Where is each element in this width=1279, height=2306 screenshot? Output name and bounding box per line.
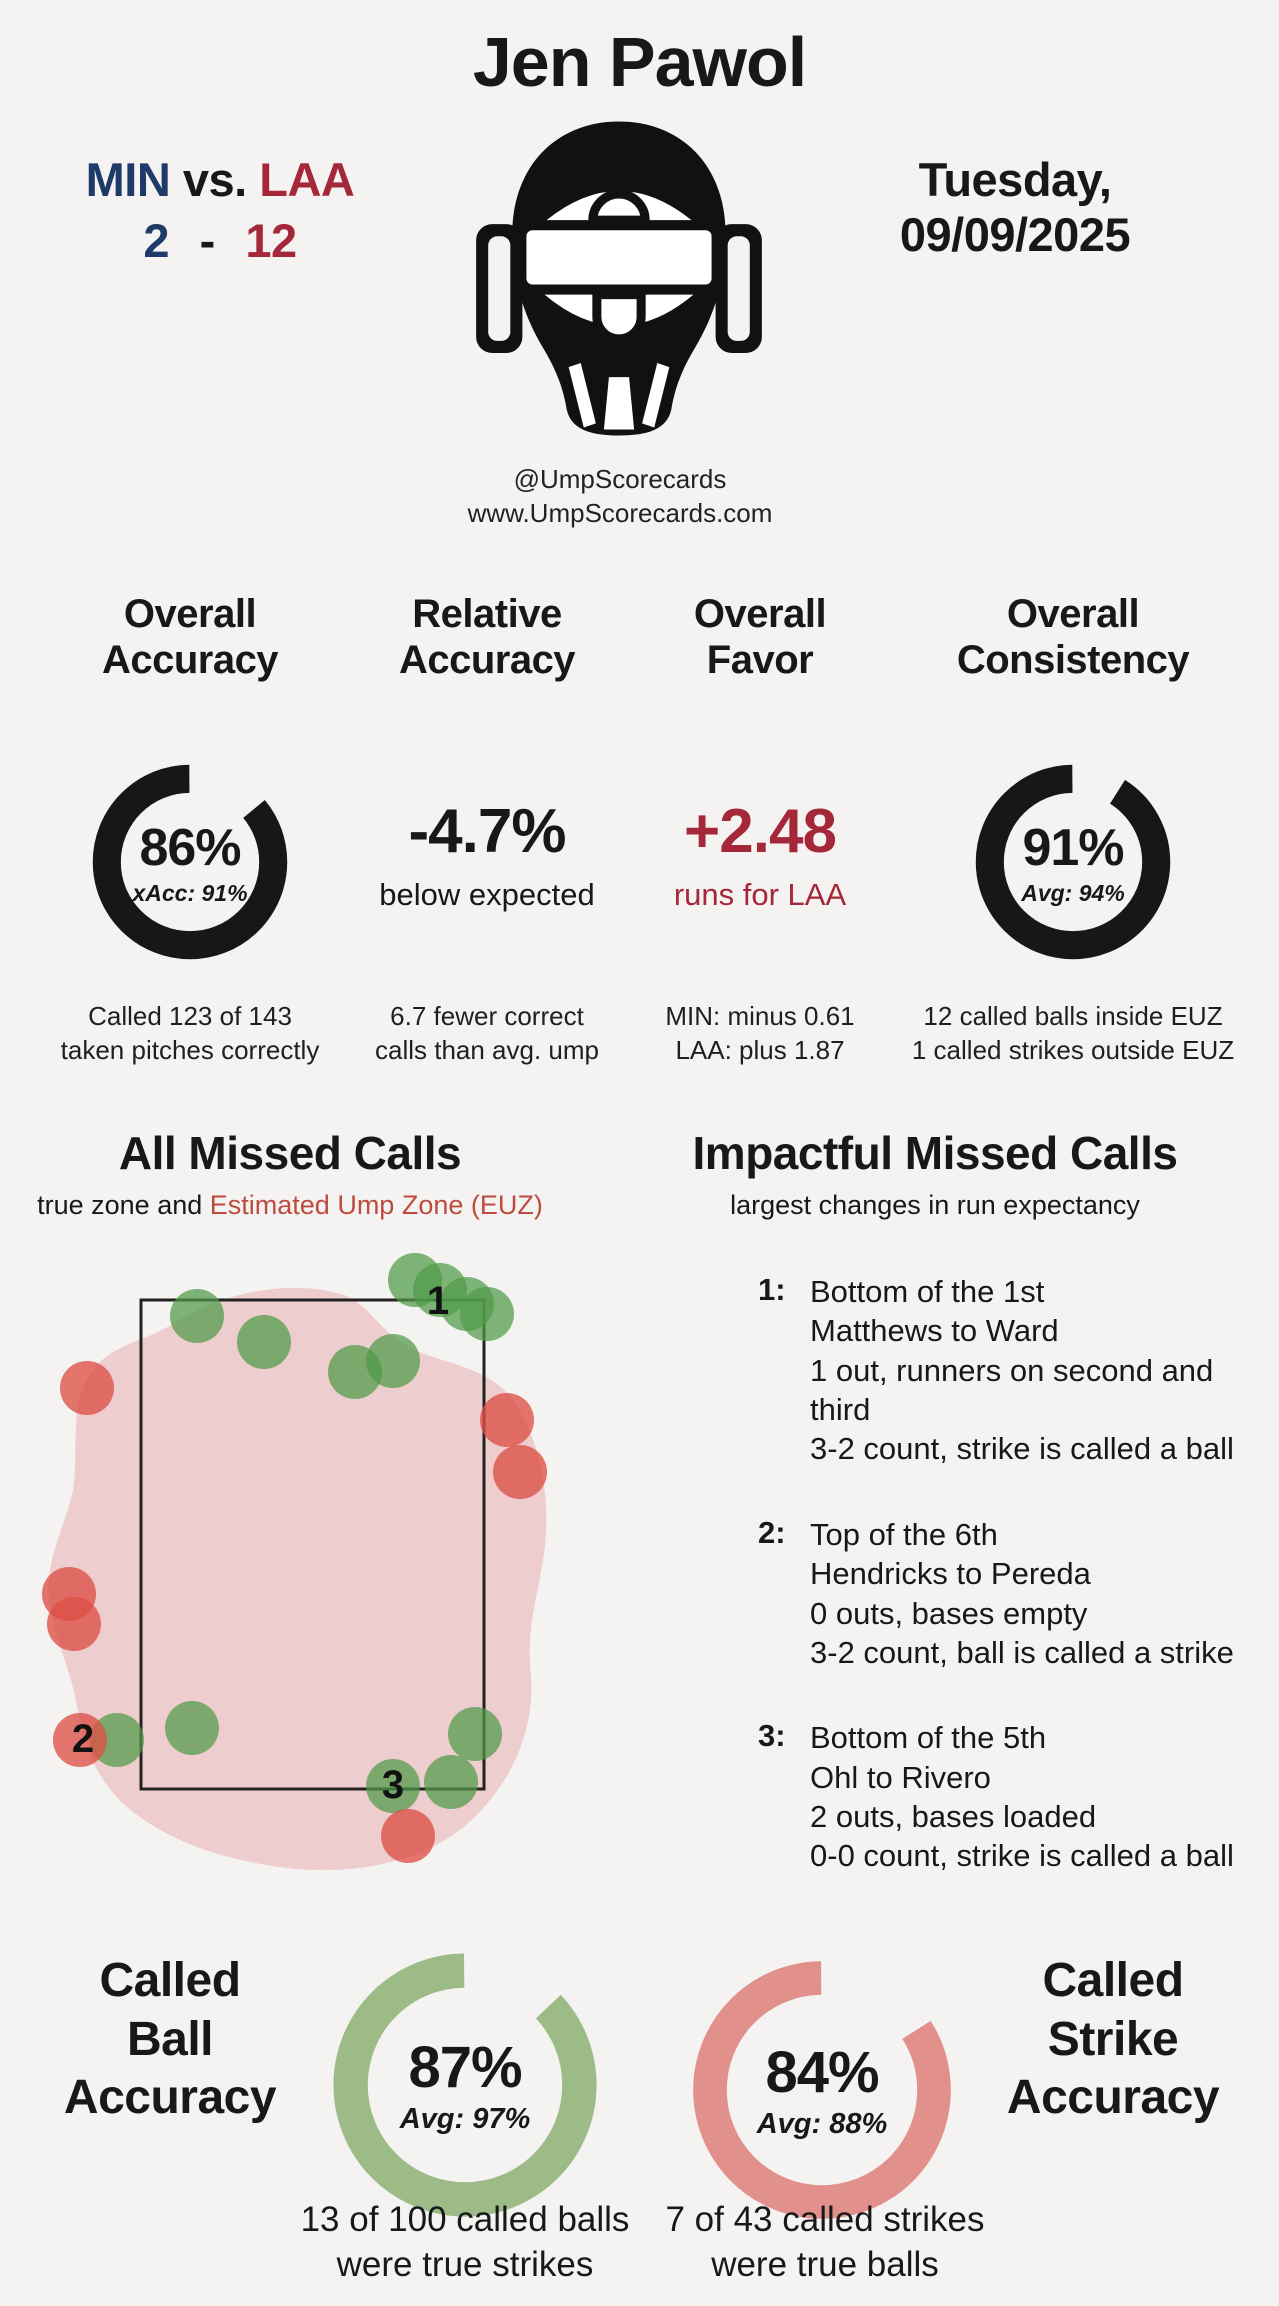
overall-accuracy-donut — [86, 758, 294, 966]
missed-calls-plot — [25, 1228, 565, 1873]
away-team: MIN — [85, 153, 171, 206]
svg-text:3: 3 — [381, 1763, 405, 1807]
all-missed-calls-title: All Missed Calls — [118, 1127, 462, 1179]
overall-consistency-donut — [969, 758, 1177, 966]
relative-accuracy-header: Relative Accuracy — [398, 592, 576, 682]
overall-favor-header: Overall Favor — [693, 592, 827, 682]
called-strike-accuracy-title: Called Strike Accuracy — [1006, 1954, 1220, 2125]
all-missed-calls-subtitle — [20, 1190, 560, 1221]
called-strike-accuracy-value: 84% — [765, 2040, 879, 2105]
overall-accuracy-header: Overall Accuracy — [101, 592, 279, 682]
called-ball-accuracy-avg: Avg: 97% — [399, 2103, 531, 2135]
called-strike-note: 7 of 43 called strikes were true balls — [665, 2200, 985, 2284]
impactful-call-3: 3: Bottom of the 5th Ohl to Rivero 2 outs, bases loaded 0-0 count, strike is called a ball — [758, 1718, 1234, 1874]
relative-accuracy-sub: below expected — [379, 877, 595, 912]
overall-accuracy-xacc: xAcc: 91% — [132, 879, 248, 906]
called-ball-accuracy-value: 87% — [408, 2035, 522, 2100]
called-ball-accuracy-donut — [322, 1942, 608, 2228]
social-website: www.UmpScorecards.com — [467, 498, 773, 529]
social-handle: @UmpScorecards — [513, 464, 727, 494]
home-team: LAA — [259, 153, 355, 206]
impactful-call-2: 2: Top of the 6th Hendricks to Pereda 0 outs, bases empty 3-2 count, ball is called a strike — [758, 1514, 1234, 1670]
home-score: 12 — [245, 214, 297, 268]
overall-accuracy-note: Called 123 of 143 taken pitches correctly — [60, 1001, 320, 1065]
page-title: Jen Pawol — [472, 23, 807, 101]
subtitle-euz: Estimated Ump Zone (EUZ) — [209, 1190, 543, 1220]
social-block — [0, 462, 1240, 531]
impactful-missed-calls-subtitle: largest changes in run expectancy — [730, 1190, 1140, 1220]
relative-accuracy-value: -4.7% — [408, 797, 566, 866]
impactful-missed-calls-title: Impactful Missed Calls — [692, 1127, 1178, 1179]
called-ball-note: 13 of 100 called balls were true strikes — [300, 2200, 630, 2284]
svg-text:2: 2 — [71, 1717, 95, 1761]
called-ball-accuracy-title: Called Ball Accuracy — [63, 1954, 277, 2125]
relative-accuracy-stat — [337, 796, 637, 913]
relative-accuracy-note: 6.7 fewer correct calls than avg. ump — [374, 1001, 599, 1065]
overall-favor-value: +2.48 — [684, 797, 836, 866]
game-date — [780, 152, 1250, 263]
date-line2: 09/09/2025 — [899, 208, 1131, 262]
impactful-call-1: 1: Bottom of the 1st Matthews to Ward 1 out, runners on second and third 3-2 count, strike is called a ball — [758, 1272, 1234, 1467]
overall-consistency-note: 12 called balls inside EUZ 1 called strikes outside EUZ — [911, 1001, 1235, 1065]
date-line1: Tuesday, — [918, 153, 1112, 206]
matchup-block — [30, 152, 410, 269]
subtitle-true-zone: true zone and — [37, 1190, 210, 1220]
away-score: 2 — [143, 214, 170, 268]
overall-consistency-avg: Avg: 94% — [1021, 879, 1125, 906]
overall-consistency-header: Overall Consistency — [956, 592, 1190, 682]
vs-label: vs. — [182, 153, 247, 206]
overall-consistency-value: 91% — [1022, 818, 1124, 877]
overall-favor-stat — [630, 796, 890, 913]
overall-favor-sub: runs for LAA — [673, 877, 847, 912]
overall-accuracy-value: 86% — [139, 818, 241, 877]
called-strike-accuracy-avg: Avg: 88% — [756, 2108, 888, 2140]
overall-favor-note: MIN: minus 0.61 LAA: plus 1.87 — [665, 1001, 855, 1065]
svg-text:1: 1 — [426, 1279, 450, 1323]
score-dash: - — [199, 214, 215, 268]
impactful-calls-list — [758, 1272, 1268, 1922]
called-strike-accuracy-donut — [682, 1950, 962, 2230]
umpire-mask-icon — [458, 106, 780, 446]
